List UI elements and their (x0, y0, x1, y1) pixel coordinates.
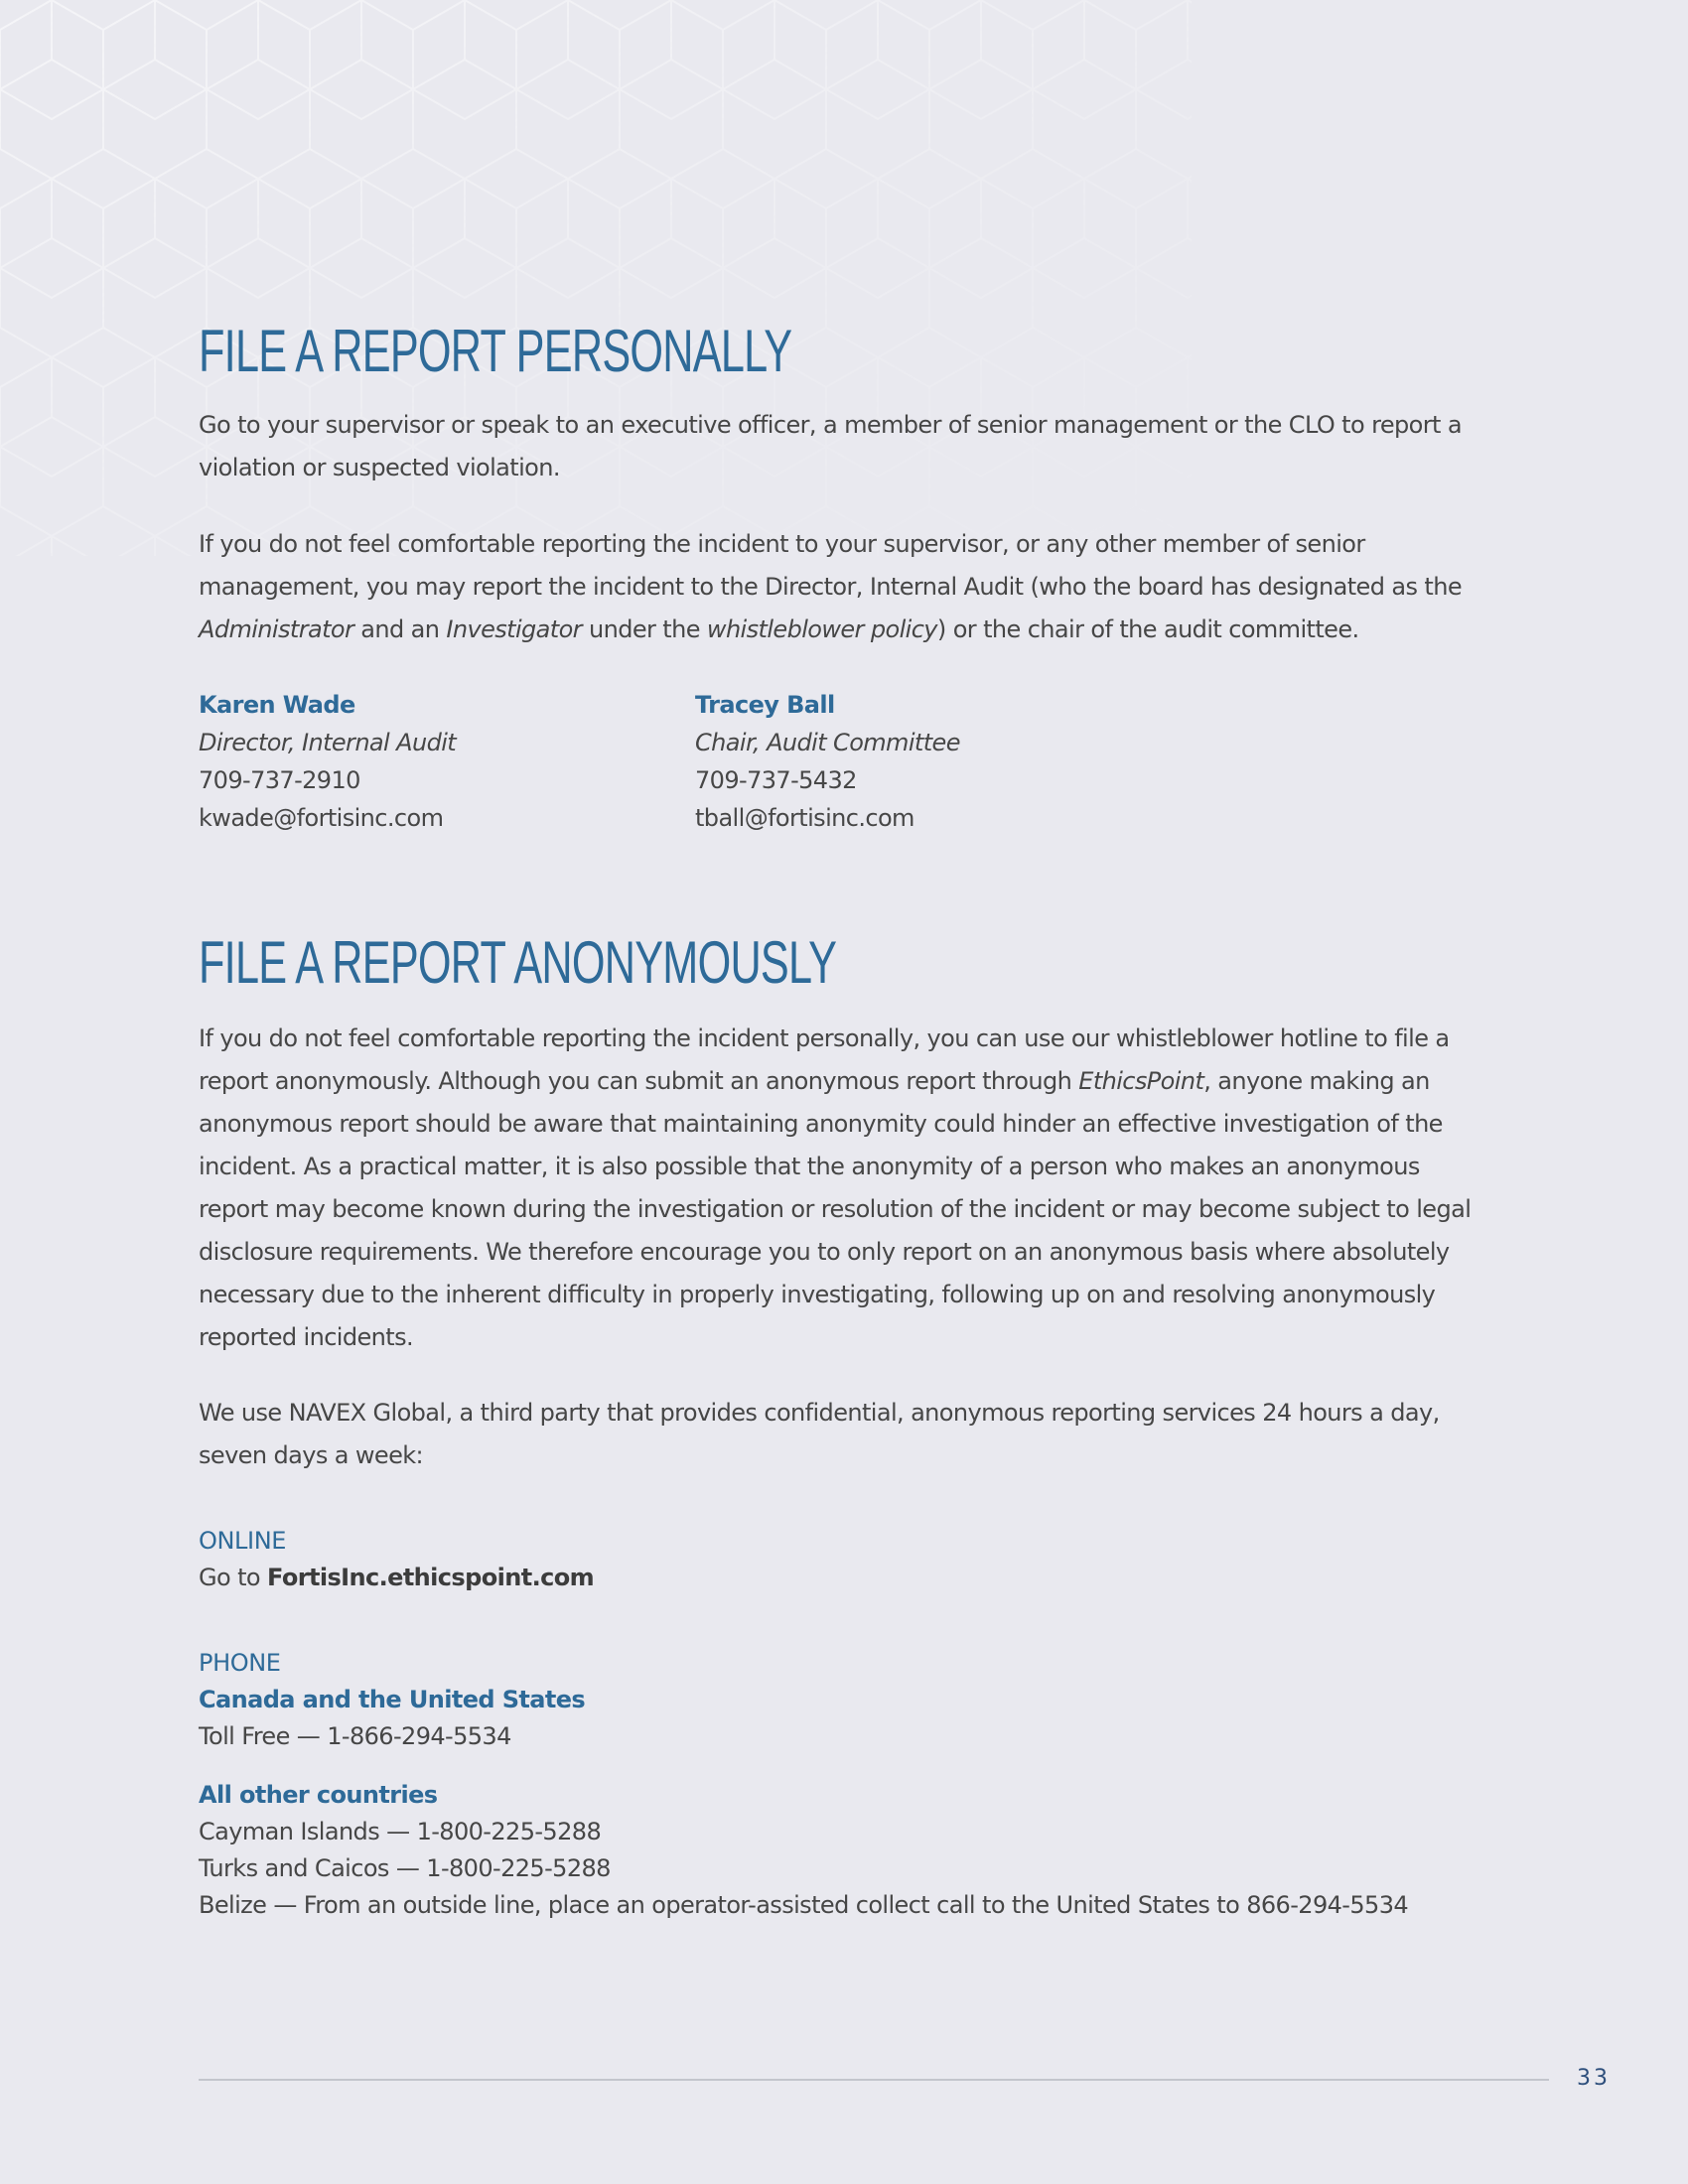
country-name: Cayman Islands (199, 1818, 380, 1845)
text-run: ) or the chair of the audit committee. (936, 615, 1359, 643)
country-name: Turks and Caicos (199, 1854, 389, 1882)
contact-name: Tracey Ball (695, 691, 835, 719)
phone-reporting-block (199, 1645, 585, 1755)
country-line-cayman (199, 1814, 1408, 1850)
contact-card-tracey-ball (695, 686, 960, 837)
personal-options-paragraph (199, 523, 1489, 651)
text-run: under the (581, 615, 707, 643)
personal-intro-paragraph: Go to your supervisor or speak to an executive officer, a member of senior management or the CLO to report a violation or suspected violation. (199, 411, 1462, 481)
contact-phone[interactable]: 709-737-5432 (695, 766, 857, 794)
footer-divider (199, 2079, 1549, 2081)
contact-title: Chair, Audit Committee (695, 729, 960, 756)
other-countries-block (199, 1777, 1408, 1924)
contact-email[interactable]: kwade@fortisinc.com (199, 804, 444, 832)
section-heading-personal: FILE A REPORT PERSONALLY (199, 318, 792, 384)
online-reporting-block (199, 1523, 594, 1596)
country-line-turks-caicos (199, 1850, 1408, 1887)
contact-phone[interactable]: 709-737-2910 (199, 766, 360, 794)
anonymous-intro-paragraph (199, 1018, 1489, 1359)
region-other-countries: All other countries (199, 1781, 438, 1809)
navex-paragraph: We use NAVEX Global, a third party that provides confidential, anonymous reporting services 24 hours a day, seven days a week: (199, 1399, 1440, 1469)
online-instruction (199, 1560, 594, 1596)
country-line-belize (199, 1887, 1408, 1924)
text-run: , anyone making an anonymous report should be aware that maintaining anonymity could hinder an effective investigation of the incident. As a practical matter, it is also possible that the anonymity of a person who makes an anonymous report may become known during the investigation or resolution of the incident or may become subject to legal disclosure requirements. We therefore encourage you to only report on an anonymous basis where absolutely necessary due to the inherent difficulty in properly investigating, following up on and resolving anonymously reported incidents. (199, 1067, 1472, 1351)
toll-free-line (199, 1718, 585, 1755)
phone-label: PHONE (199, 1649, 281, 1677)
emphasis-ethicspoint: EthicsPoint (1078, 1067, 1204, 1095)
text-run: and an (353, 615, 447, 643)
text-run: If you do not feel comfortable reporting the incident to your supervisor, or any other member of senior management, you may report the incident to the Director, Internal Audit (who the board has designated as the (199, 530, 1463, 601)
online-prefix: Go to (199, 1564, 268, 1591)
ethicspoint-link[interactable]: FortisInc.ethicspoint.com (267, 1564, 595, 1591)
emphasis-administrator: Administrator (199, 615, 354, 643)
contact-title: Director, Internal Audit (199, 729, 457, 756)
contact-email[interactable]: tball@fortisinc.com (695, 804, 914, 832)
section-heading-anonymous: FILE A REPORT ANONYMOUSLY (199, 929, 837, 996)
contact-name: Karen Wade (199, 691, 355, 719)
country-name: Belize (199, 1891, 267, 1919)
contact-card-karen-wade (199, 686, 456, 837)
emphasis-investigator: Investigator (446, 615, 582, 643)
country-detail[interactable]: — 1-800-225-5288 (388, 1854, 611, 1882)
toll-free-label: Toll Free (199, 1722, 290, 1750)
country-detail[interactable]: — 1-800-225-5288 (379, 1818, 602, 1845)
toll-free-number[interactable]: — 1-866-294-5534 (289, 1722, 511, 1750)
region-canada-us: Canada and the United States (199, 1686, 586, 1713)
country-detail: — From an outside line, place an operator-assisted collect call to the United States to 866-294-5534 (266, 1891, 1409, 1919)
emphasis-whistleblower-policy: whistleblower policy (706, 615, 937, 643)
page-number: 33 (1577, 2066, 1611, 2091)
text-run: If you do not feel comfortable reporting the incident personally, you can use our whistleblower hotline to file a report anonymously. Although you can submit an anonymous report through (199, 1024, 1450, 1095)
online-label: ONLINE (199, 1527, 287, 1555)
